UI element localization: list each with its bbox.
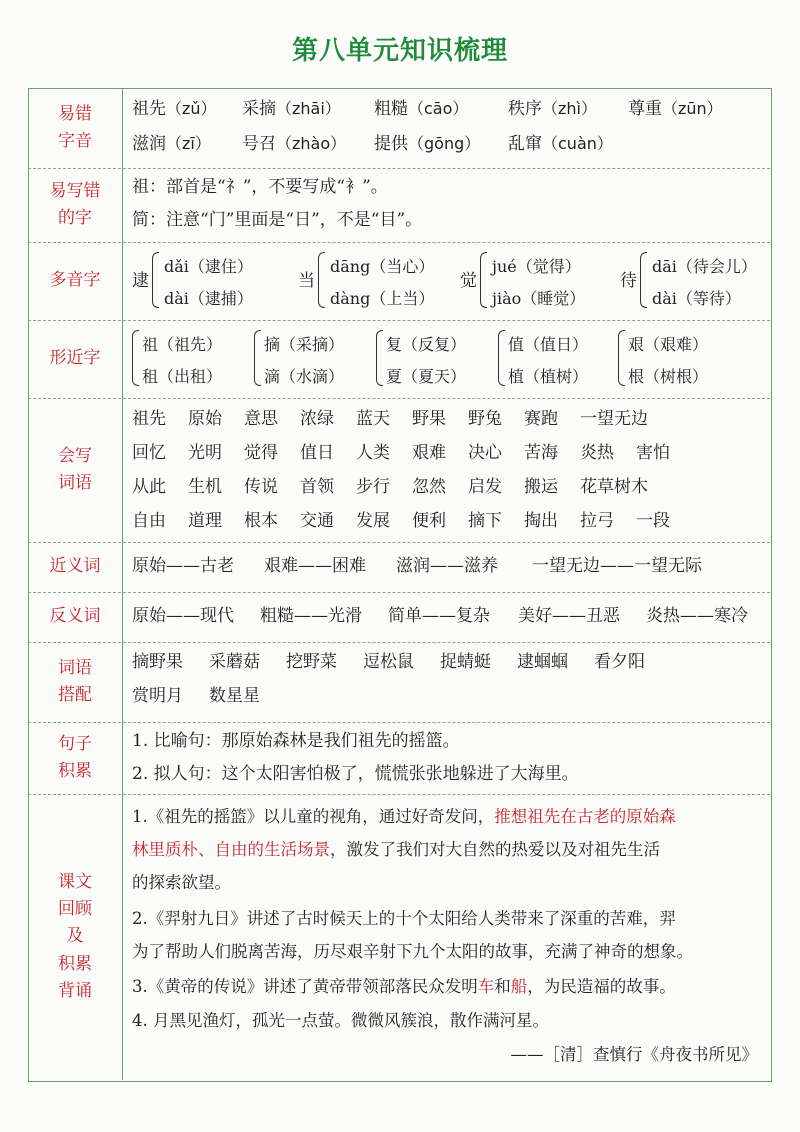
- vocab-word: 自由: [132, 511, 166, 531]
- row-duoyin: [28, 242, 770, 321]
- jiju-line: 1. 比喻句：那原始森林是我们祖先的摇篮。: [132, 731, 460, 751]
- jiju-line: 2. 拟人句：这个太阳害怕极了，慌慌张张地躲进了大海里。: [132, 764, 579, 784]
- vocab-word: 野兔: [468, 409, 502, 429]
- vocab-word: 祖先: [132, 409, 166, 429]
- jinyi-pair: 滋润——滋养: [396, 556, 498, 576]
- row-xingjin: [28, 320, 770, 399]
- ziyin-item: 粗糙（cāo）: [374, 99, 469, 119]
- fanyi-pair: 炎热——寒冷: [646, 606, 748, 626]
- ziyin-item: 提供（gōng）: [374, 134, 481, 154]
- vocab-word: 忽然: [412, 477, 446, 497]
- vocab-word: 传说: [244, 477, 278, 497]
- kewen-paragraph-2: 2.《羿射九日》讲述了古时候天上的十个太阳给人类带来了深重的苦难，羿 为了帮助人们脱离苦海，历尽艰辛射下九个太阳的故事，充满了神奇的想象。: [132, 909, 693, 961]
- fanyi-pair: 粗糙——光滑: [260, 606, 362, 626]
- vocab-word: 搬运: [524, 477, 558, 497]
- row-dapei: [28, 642, 770, 723]
- row-content: [132, 542, 762, 592]
- ziyin-item: 祖先（zǔ）: [132, 99, 217, 119]
- row-label: 句子 积累: [58, 733, 92, 781]
- row-content: [132, 88, 762, 168]
- row-label: 会写 词语: [58, 445, 92, 493]
- vocab-word: 人类: [356, 443, 390, 463]
- collocation-item: 摘野果: [132, 652, 183, 672]
- ziyin-item: 尊重（zūn）: [628, 99, 723, 119]
- jinyi-pair: 一望无边——一望无际: [532, 556, 702, 576]
- yixie-line: 祖：部首是“礻”，不要写成“衤”。: [132, 177, 388, 197]
- kewen-paragraph-1: 1.《祖先的摇篮》以儿童的视角，通过好奇发问，推想祖先在古老的原始森 林里质朴、自由的生活场景，激发了我们对大自然的热爱以及对祖先生活 的探索欲望。: [132, 807, 676, 892]
- vocab-word: 交通: [300, 511, 334, 531]
- brace-icon: [480, 252, 487, 308]
- vocab-word: 炎热: [580, 443, 614, 463]
- brace-icon: [132, 330, 139, 386]
- kewen-paragraph-3: 3.《黄帝的传说》讲述了黄帝带领部落民众发明车和船，为民造福的故事。: [132, 977, 676, 996]
- row-fanyi: [28, 592, 770, 643]
- brace-icon: [254, 330, 261, 386]
- brace-icon: [376, 330, 383, 386]
- row-content: [132, 592, 762, 642]
- vocab-word: 花草树木: [580, 477, 648, 497]
- collocation-item: 逮蝈蝈: [517, 652, 568, 672]
- vocab-word: 发展: [356, 511, 390, 531]
- row-content: [132, 398, 762, 542]
- vocab-word: 赛跑: [524, 409, 558, 429]
- row-jinyi: [28, 542, 770, 593]
- page-title: 第八单元知识梳理: [291, 36, 508, 66]
- collocation-item: 赏明月: [132, 686, 183, 706]
- vocab-word: 一望无边: [580, 409, 648, 429]
- vocab-word: 苦海: [524, 443, 558, 463]
- kewen-paragraph-4: 4. 月黑见渔灯，孤光一点萤。微微风簇浪，散作满河星。: [132, 1011, 549, 1030]
- collocation-item: 捉蜻蜓: [440, 652, 491, 672]
- brace-icon: [152, 252, 159, 308]
- row-content: [132, 642, 762, 722]
- ziyin-item: 号召（zhào）: [242, 134, 347, 154]
- jinyi-pair: 艰难——困难: [264, 556, 366, 576]
- row-label: 形近字: [49, 348, 101, 369]
- collocation-item: 挖野菜: [286, 652, 337, 672]
- brace-icon: [640, 252, 647, 308]
- brace-icon: [498, 330, 505, 386]
- poem-source: ——［清］查慎行《舟夜书所见》: [510, 1045, 758, 1064]
- vocab-word: 觉得: [244, 443, 278, 463]
- collocation-item: 数星星: [209, 686, 260, 706]
- vocab-word: 便利: [412, 511, 446, 531]
- fanyi-pair: 美好——丑恶: [518, 606, 620, 626]
- row-label: 易错 字音: [58, 103, 92, 151]
- row-yixie: [28, 168, 770, 243]
- row-content: [132, 794, 762, 1080]
- vocab-word: 掏出: [524, 511, 558, 531]
- collocation-item: 逗松鼠: [363, 652, 414, 672]
- fanyi-pair: 简单——复杂: [388, 606, 490, 626]
- row-label: 易写错 的字: [49, 180, 101, 228]
- fanyi-pair: 原始——现代: [132, 606, 234, 626]
- vocab-word: 艰难: [412, 443, 446, 463]
- ziyin-item: 乱窜（cuàn）: [508, 134, 613, 154]
- vocab-word: 浓绿: [300, 409, 334, 429]
- row-label: 词语 搭配: [58, 657, 92, 705]
- row-content: 祖（祖先） 租（出租） 摘（采摘） 滴（水滴） 复（反复） 夏（夏天） 值（值日） 植（植树） 艰（艰难） 根（树根）: [132, 320, 762, 398]
- yixie-line: 简：注意“门”里面是“日”，不是“目”。: [132, 210, 423, 230]
- collocation-item: 采蘑菇: [209, 652, 260, 672]
- row-huixie: [28, 398, 770, 543]
- row-label: 课文 回顾 及 积累 背诵: [58, 872, 92, 1001]
- vocab-word: 原始: [188, 409, 222, 429]
- vocab-word: 生机: [188, 477, 222, 497]
- collocation-item: 看夕阳: [594, 652, 645, 672]
- brace-icon: [618, 330, 625, 386]
- vocab-word: 光明: [188, 443, 222, 463]
- vocab-word: 首领: [300, 477, 334, 497]
- vocab-word: 蓝天: [356, 409, 390, 429]
- vocab-word: 值日: [300, 443, 334, 463]
- row-kewen: [28, 794, 770, 1080]
- row-label: 反义词: [49, 606, 101, 627]
- row-content: [132, 168, 762, 242]
- vocab-word: 步行: [356, 477, 390, 497]
- brace-icon: [318, 252, 325, 308]
- row-label: 近义词: [49, 556, 101, 577]
- vocab-word: 启发: [468, 477, 502, 497]
- vocab-word: 根本: [244, 511, 278, 531]
- row-content: [132, 722, 762, 794]
- vocab-word: 回忆: [132, 443, 166, 463]
- vocab-word: 害怕: [636, 443, 670, 463]
- vocab-word: 道理: [188, 511, 222, 531]
- vocab-word: 意思: [244, 409, 278, 429]
- vocab-word: 一段: [636, 511, 670, 531]
- vocab-word: 摘下: [468, 511, 502, 531]
- vocab-word: 从此: [132, 477, 166, 497]
- row-content: 逮 dǎi（逮住） dài（逮捕） 当 dāng（当心） dàng（上当） 觉 jué（觉得） jiào（睡觉） 待 dāi（待会儿） dài（等待）: [132, 242, 762, 320]
- jinyi-pair: 原始——古老: [132, 556, 234, 576]
- row-jiju: [28, 722, 770, 795]
- row-label: 多音字: [49, 270, 101, 291]
- ziyin-item: 秩序（zhì）: [508, 99, 597, 119]
- vocab-word: 野果: [412, 409, 446, 429]
- ziyin-item: 滋润（zī）: [132, 134, 211, 154]
- row-yicuo-ziyin: [28, 88, 770, 169]
- ziyin-item: 采摘（zhāi）: [242, 99, 341, 119]
- vocab-word: 决心: [468, 443, 502, 463]
- vocab-word: 拉弓: [580, 511, 614, 531]
